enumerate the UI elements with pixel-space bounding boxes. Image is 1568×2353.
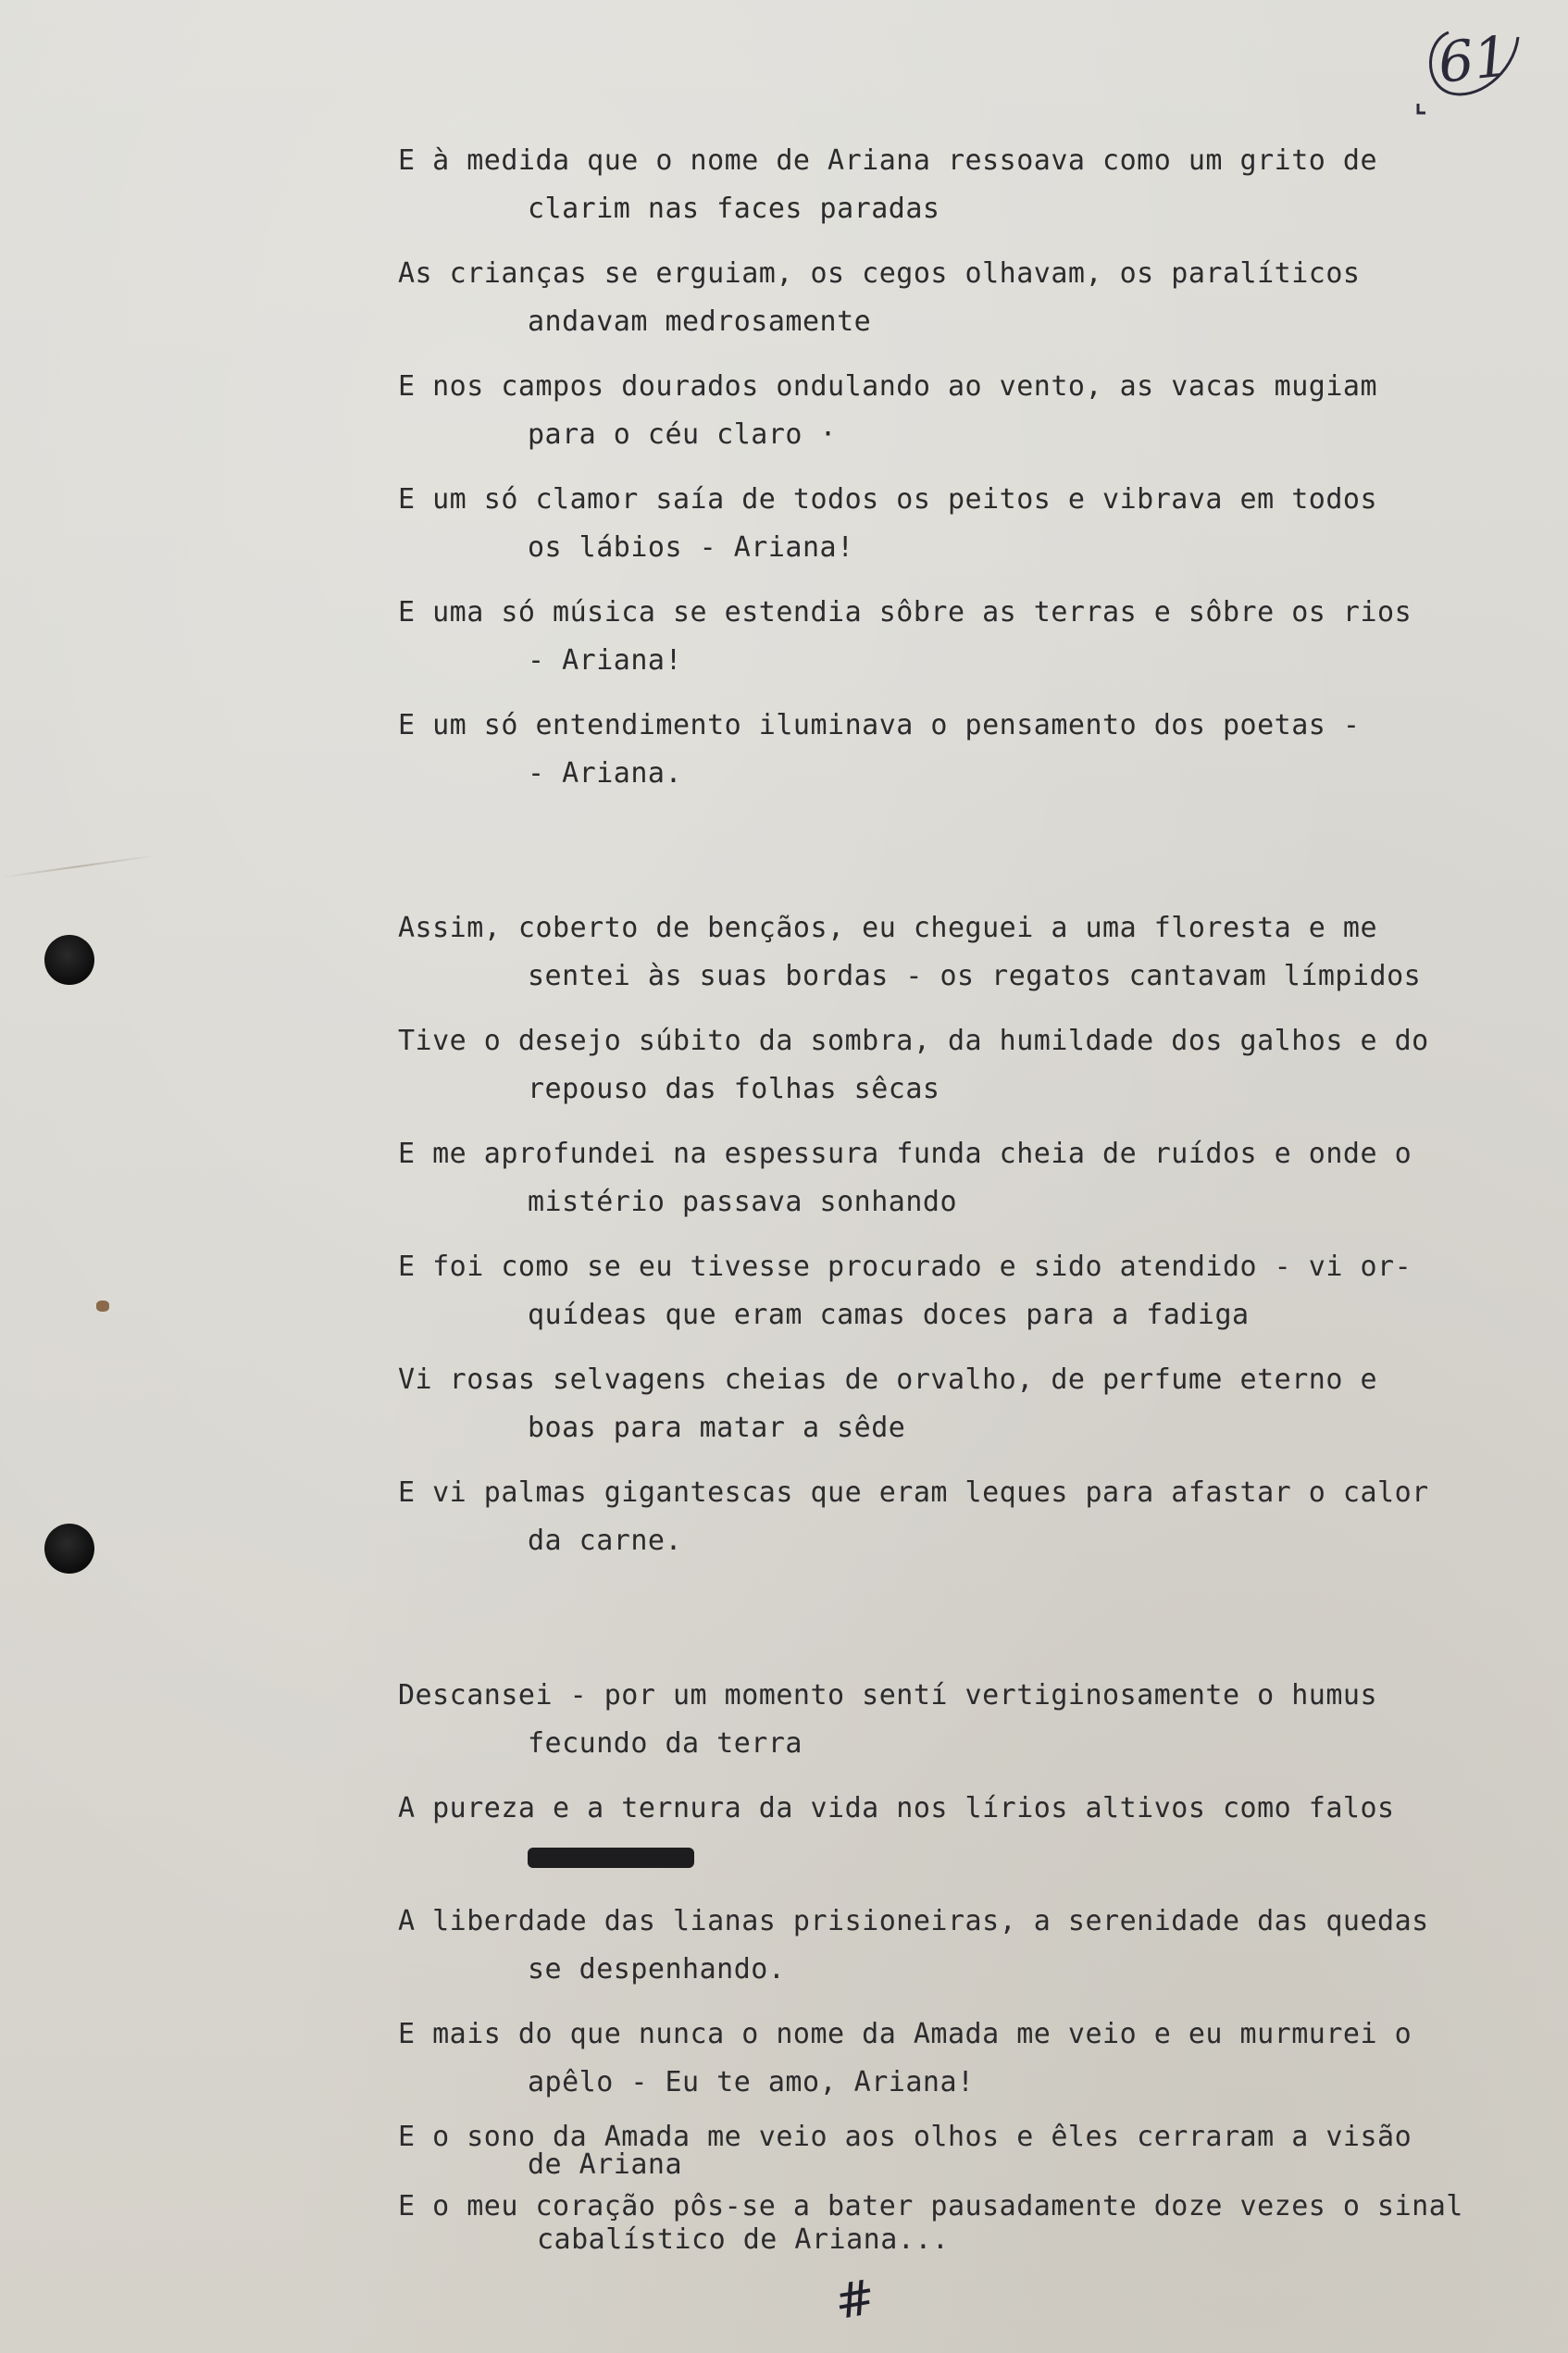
verse-continuation: os lábios - Ariana! [528,531,854,564]
verse [398,250,1527,346]
verse-continuation: boas para matar a sêde [528,1412,906,1444]
verse [398,1130,1527,1226]
verse [398,1469,1527,1565]
verse-line: E mais do que nunca o nome da Amada me veio e eu murmurei o [398,2018,1412,2050]
verse-line: Assim, coberto de bençãos, eu cheguei a uma floresta e me [398,912,1378,944]
verse [398,137,1527,233]
verse-line: As crianças se erguiam, os cegos olhavam, os paralíticos [398,257,1361,290]
verse-line: E foi como se eu tivesse procurado e sido atendido - vi or- [398,1251,1412,1283]
punch-hole-top [44,935,94,985]
verse-continuation: clarim nas faces paradas [528,193,940,225]
verse-continuation: mistério passava sonhando [528,1186,958,1218]
verse-line: E um só clamor saía de todos os peitos e vibrava em todos [398,483,1378,516]
verse [398,1672,1527,1768]
verse-line: E à medida que o nome de Ariana ressoava como um grito de [398,144,1378,177]
verse-continuation: sentei às suas bordas - os regatos cantavam límpidos [528,960,1422,992]
verse-line: Tive o desejo súbito da sombra, da humildade dos galhos e do [398,1025,1429,1057]
verse-line: E vi palmas gigantescas que eram leques para afastar o calor [398,1476,1429,1509]
verse-continuation: quídeas que eram camas doces para a fadiga [528,1299,1250,1331]
verse-continuation: andavam medrosamente [528,305,872,338]
verse-continuation: de Ariana [528,2148,683,2181]
verse [398,363,1527,459]
verse [398,904,1527,1001]
verse-continuation: repouso das folhas sêcas [528,1073,940,1105]
verse [398,2011,1527,2107]
verse-line: Vi rosas selvagens cheias de orvalho, de perfume eterno e [398,1363,1378,1396]
paper-fold-mark [1,854,157,878]
struck-out-text [398,1833,1527,1881]
verse [398,1243,1527,1339]
end-mark: # [830,2269,880,2332]
verse [398,1785,1527,1881]
verse-continuation: da carne. [528,1525,683,1557]
verse-continuation: - Ariana! [528,644,683,677]
verse-line: E um só entendimento iluminava o pensamento dos poetas - [398,709,1361,741]
verse-line: A liberdade das lianas prisioneiras, a serenidade das quedas [398,1905,1429,1937]
verse [398,702,1527,798]
stanza-3 [398,1672,1527,2257]
verse-continuation: fecundo da terra [528,1727,803,1760]
verse-continuation: - Ariana. [528,757,683,790]
verse [398,2123,1527,2179]
handwritten-page-number [1407,19,1527,120]
stanza-2 [398,904,1527,1565]
paper-stain [96,1301,109,1312]
verse-line: E o meu coração pôs-se a bater pausadamente doze vezes o sinal [398,2190,1463,2222]
stanza-1 [398,137,1527,798]
verse [398,1898,1527,1994]
verse-continuation: apêlo - Eu te amo, Ariana! [528,2066,975,2098]
verse-continuation: se despenhando. [528,1953,786,1986]
verse [398,589,1527,685]
ink-strikethrough [528,1848,694,1868]
verse-continuation: para o céu claro · [528,418,838,451]
verse-continuation: cabalístico de Ariana... [537,2223,950,2256]
verse-line: Descansei - por um momento sentí vertiginosamente o humus [398,1679,1378,1712]
verse [398,1356,1527,1452]
punch-hole-bottom [44,1524,94,1574]
verse [398,1017,1527,1114]
verse [398,2190,1527,2257]
verse-line: E uma só música se estendia sôbre as terras e sôbre os rios [398,596,1412,629]
verse-line: E me aprofundei na espessura funda cheia de ruídos e onde o [398,1138,1412,1170]
verse-line: E o sono da Amada me veio aos olhos e êles cerraram a visão [398,2121,1412,2153]
verse [398,476,1527,572]
page-number: 61 [1435,24,1512,96]
verse-line: E nos campos dourados ondulando ao vento, as vacas mugiam [398,370,1378,403]
poem-text [398,137,1527,2273]
verse-line: A pureza e a ternura da vida nos lírios altivos como falos [398,1792,1395,1824]
